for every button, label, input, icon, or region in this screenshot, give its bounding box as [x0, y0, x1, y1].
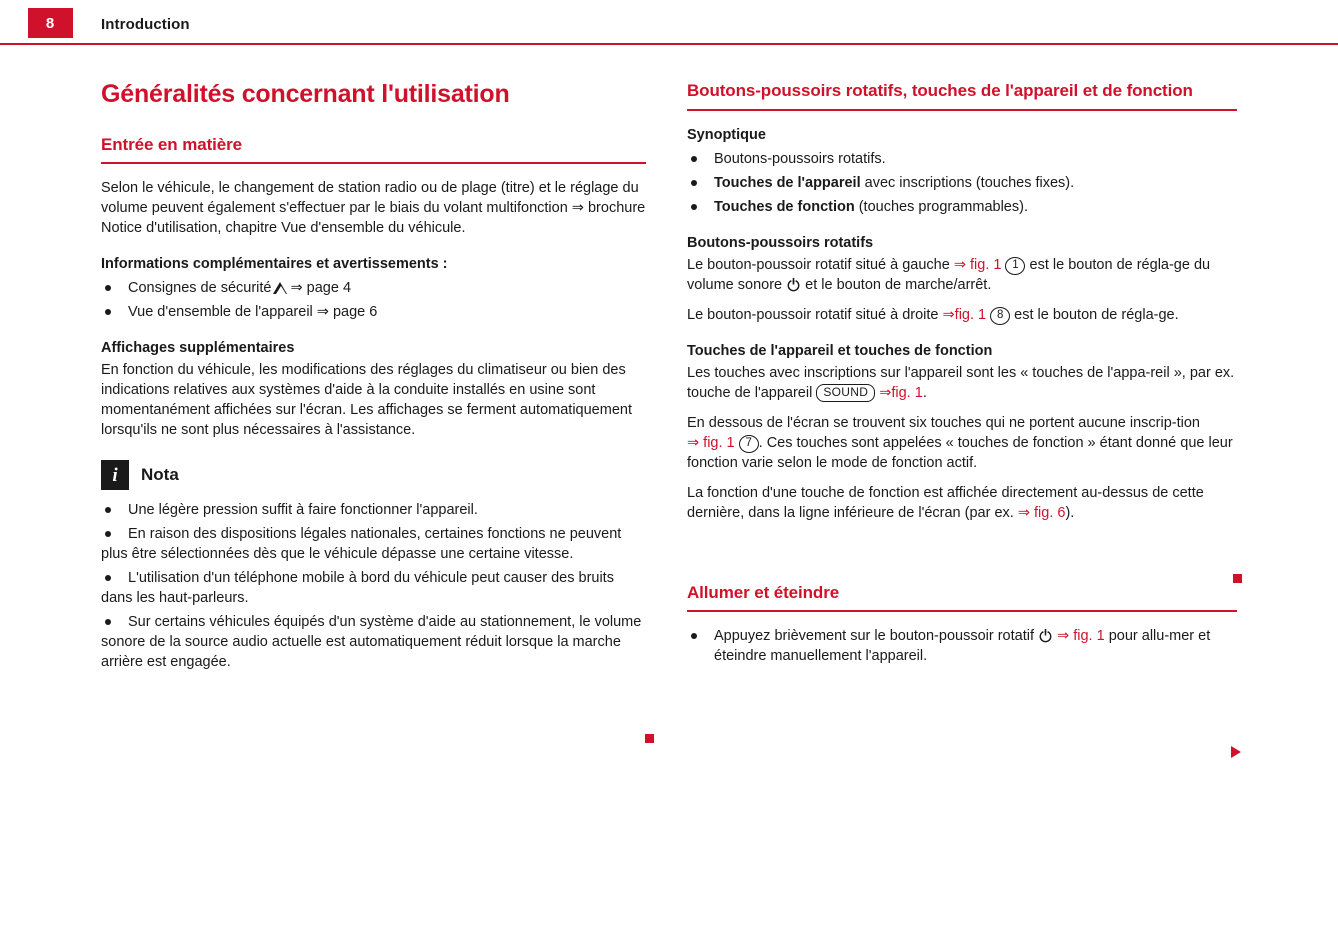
section-heading-allumer: Allumer et éteindre — [687, 583, 1237, 612]
warning-triangle-icon — [273, 281, 288, 294]
text-part: pour allu-mer et éteindre manuellement l'appareil. — [714, 627, 1211, 664]
text-part: Le bouton-poussoir rotatif situé à gauche — [687, 256, 954, 273]
page-header — [0, 0, 1338, 44]
text-part: . Ces touches sont appelées « touches de fonction » étant donné que leur fonction varie selon le mode de fonction actif. — [687, 434, 1233, 471]
callout-number: 1 — [1005, 257, 1025, 275]
subheading-boutons-rotatifs: Boutons-poussoirs rotatifs — [687, 234, 874, 251]
info-icon: i — [101, 460, 129, 490]
list-item: En raison des dispositions légales nationales, certaines fonctions ne peuvent plus être sélectionnées dès que le véhicule dépasse une certaine vitesse. — [101, 524, 646, 564]
page-number: 8 — [28, 8, 72, 38]
nota-label: Nota — [141, 465, 179, 484]
paragraph-touches-appareil — [687, 363, 1237, 403]
list-item-label: (touches programmables). — [854, 198, 1028, 215]
sound-key-label: SOUND — [816, 384, 875, 402]
list-item-label: Vue d'ensemble de l'appareil ⇒ page 6 — [128, 304, 378, 320]
paragraph-touches-fonction — [687, 413, 1237, 473]
page-title: Généralités concernant l'utilisation — [101, 80, 510, 108]
subheading-informations: Informations complémentaires et avertissements : — [101, 256, 448, 272]
figure-reference: ⇒ fig. 6 — [1017, 504, 1066, 521]
list-item-label: avec inscriptions (touches fixes). — [860, 174, 1075, 191]
text-part: Appuyez brièvement sur le bouton-poussoir rotatif — [714, 627, 1039, 644]
text-part: ). — [1065, 504, 1075, 521]
subheading-touches: Touches de l'appareil et touches de fonction — [687, 342, 993, 359]
paragraph-bouton-droit — [687, 305, 1237, 325]
text-part: Les touches avec inscriptions sur l'appareil sont les « touches de l'appa-reil », par ex. touche de l'appareil — [687, 364, 1235, 401]
left-column — [101, 80, 646, 672]
section-heading-boutons: Boutons-poussoirs rotatifs, touches de l'appareil et de fonction — [687, 80, 1237, 111]
list-item-suffix: ⇒ page 4 — [290, 280, 352, 296]
header-divider — [72, 8, 73, 38]
text-part: Le bouton-poussoir rotatif situé à droite — [687, 306, 943, 323]
text-part: et le bouton de marche/arrêt. — [801, 276, 992, 293]
text-part: est le bouton de régla-ge. — [1010, 306, 1179, 323]
subheading-synoptique: Synoptique — [687, 126, 766, 143]
list-item: Une légère pression suffit à faire fonctionner l'appareil. — [101, 500, 646, 520]
section-heading-entree: Entrée en matière — [101, 135, 646, 164]
text-part: . — [922, 384, 927, 401]
nota-block — [101, 460, 646, 490]
list-informations — [101, 278, 646, 322]
text-part: La fonction d'une touche de fonction est affichée directement au-dessus de cette dernière, dans la ligne inférieure de l'écran (par ex. — [687, 484, 1204, 521]
end-of-section-marker — [645, 734, 654, 743]
figure-reference: ⇒fig. 1 — [942, 306, 987, 323]
list-item — [101, 302, 646, 322]
figure-reference: ⇒ fig. 1 — [1057, 627, 1105, 644]
figure-reference: ⇒fig. 1 — [879, 384, 923, 401]
end-of-section-marker — [1233, 574, 1242, 583]
callout-number: 7 — [739, 435, 759, 453]
text-part: En dessous de l'écran se trouvent six touches qui ne portent aucune inscrip-tion — [687, 414, 1200, 431]
paragraph-intro: Selon le véhicule, le changement de station radio ou de plage (titre) et le réglage du volume peuvent également s'effectuer par le biais du volant multifonction ⇒ brochure Notice d'utilisation, chapitre Vue d'ensemble du véhicule. — [101, 180, 646, 236]
paragraph-bouton-gauche — [687, 255, 1237, 295]
list-item-label: Boutons-poussoirs rotatifs. — [714, 150, 886, 167]
right-column — [687, 80, 1237, 666]
header-chapter-title: Introduction — [101, 16, 190, 33]
figure-reference: ⇒ fig. 1 — [953, 256, 1002, 273]
list-nota — [101, 500, 646, 672]
list-item — [687, 197, 1237, 217]
list-item — [687, 626, 1237, 666]
header-rule — [0, 43, 1338, 45]
list-item: Sur certains véhicules équipés d'un système d'aide au stationnement, le volume sonore de la source audio actuelle est automatiquement réduit lorsque la marche arrière est engagée. — [101, 612, 646, 672]
list-item — [687, 149, 1237, 169]
power-icon — [786, 277, 801, 292]
subheading-affichages: Affichages supplémentaires — [101, 340, 295, 356]
list-item — [101, 278, 646, 298]
paragraph-affichages: En fonction du véhicule, les modifications des réglages du climatiseur ou bien des indications relatives aux systèmes d'aide à la conduite installés en usine sont momentanément affichées sur l'écran. Les affichages se ferment automatiquement lorsqu'ils ne sont plus nécessaires à l'assistance. — [101, 362, 632, 438]
list-item-bold: Touches de l'appareil — [714, 174, 861, 191]
list-item-label: Consignes de sécurité — [128, 280, 272, 296]
list-allumer — [687, 626, 1237, 666]
text-part: est le bouton de régla-ge du volume sonore — [687, 256, 1211, 293]
list-item-bold: Touches de fonction — [714, 198, 855, 215]
continues-arrow-marker — [1231, 746, 1241, 758]
callout-number: 8 — [990, 307, 1010, 325]
list-item: L'utilisation d'un téléphone mobile à bord du véhicule peut causer des bruits dans les haut-parleurs. — [101, 568, 646, 608]
list-synoptique — [687, 149, 1237, 217]
figure-reference: ⇒ fig. 1 — [687, 434, 735, 451]
paragraph-fonction-affichee — [687, 483, 1237, 523]
list-item — [687, 173, 1237, 193]
power-icon — [1038, 628, 1053, 643]
